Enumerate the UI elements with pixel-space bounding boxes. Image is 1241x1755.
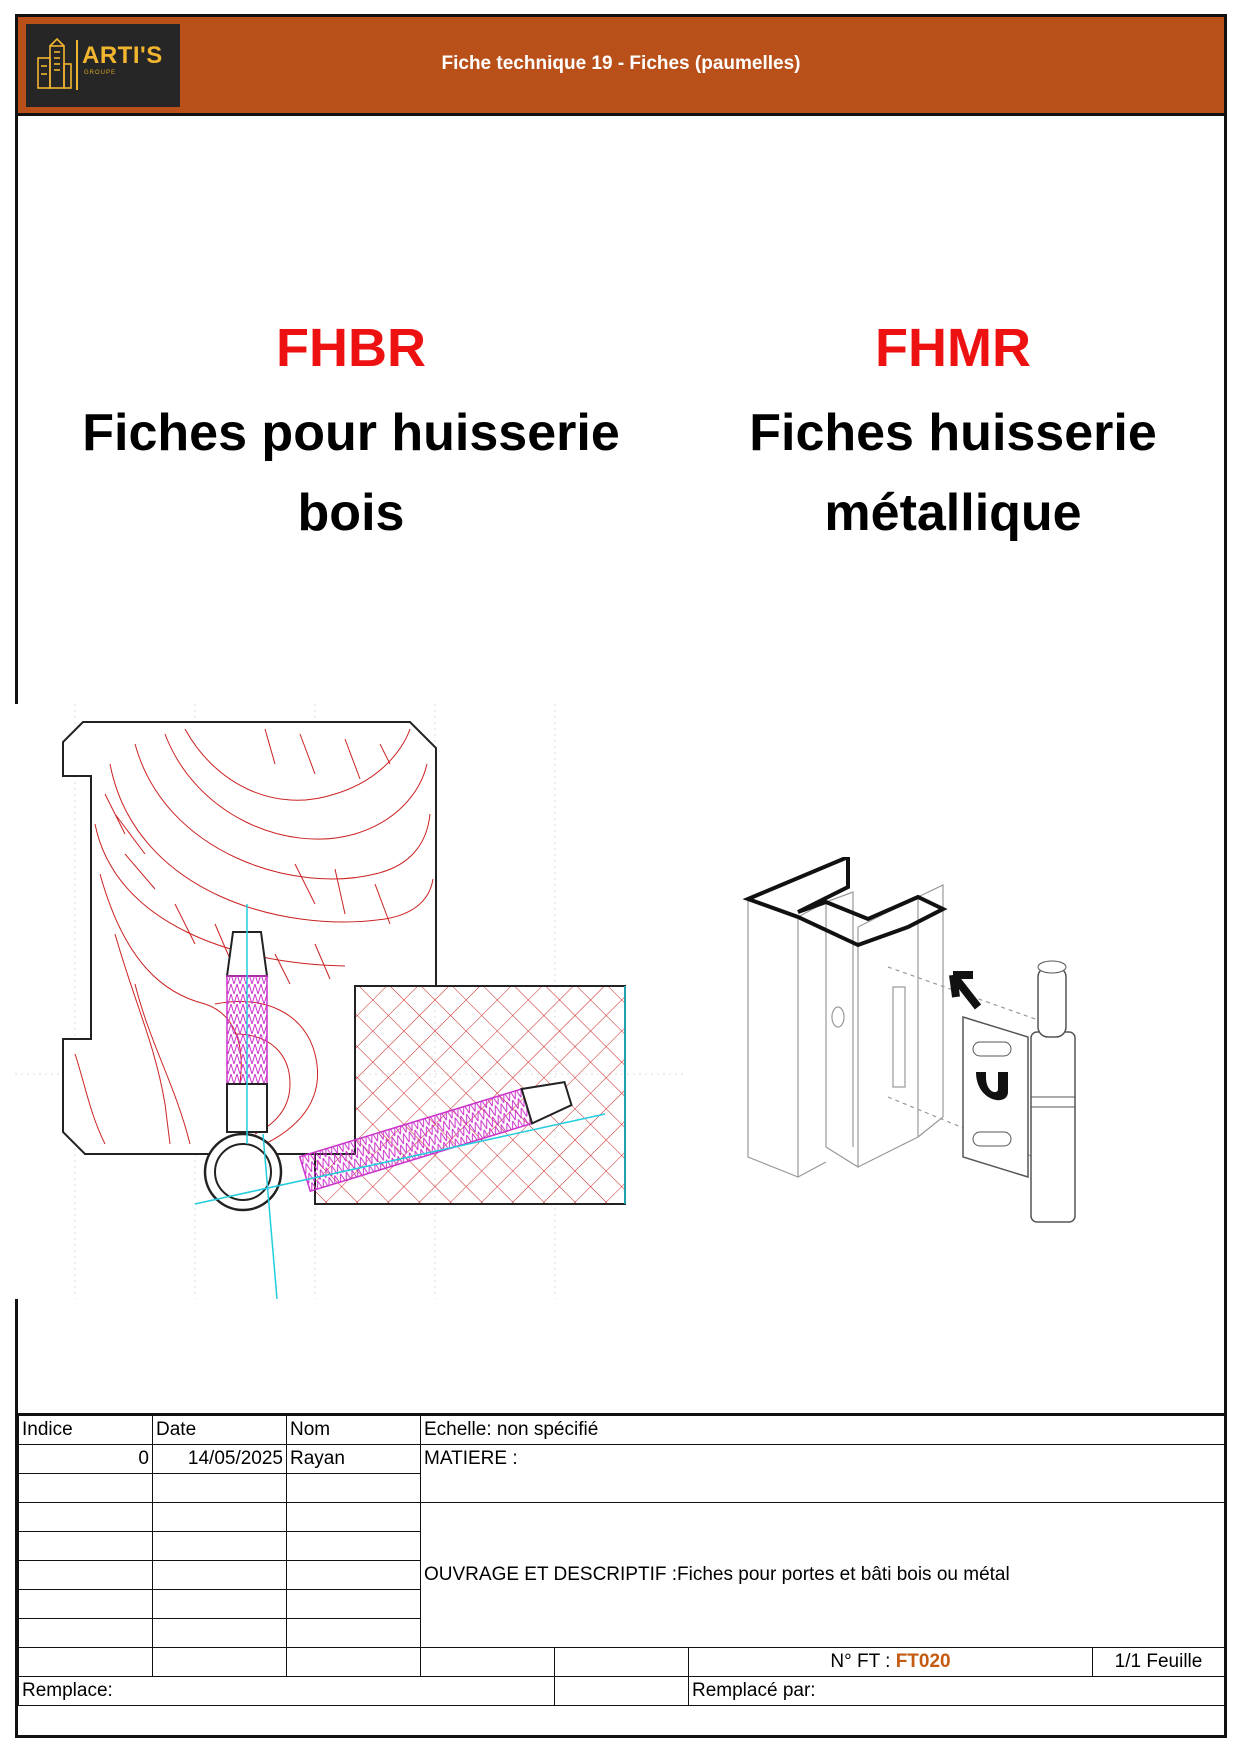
empty-cell xyxy=(555,1677,689,1706)
empty-cell xyxy=(287,1474,421,1503)
logo-subtext: GROUPE xyxy=(84,70,117,76)
row-date: 14/05/2025 xyxy=(153,1445,287,1474)
product-name-line1: Fiches pour huisserie xyxy=(82,404,620,462)
sheet-title: Fiche technique 19 - Fiches (paumelles) xyxy=(441,53,801,74)
feuille: 1/1 Feuille xyxy=(1093,1648,1225,1677)
echelle: Echelle: non spécifié xyxy=(421,1415,1225,1445)
empty-cell xyxy=(19,1503,153,1532)
technical-sheet xyxy=(15,14,1227,1738)
product-name-fhbr xyxy=(51,393,651,553)
empty-cell xyxy=(287,1561,421,1590)
empty-cell xyxy=(153,1619,287,1648)
ft-number: FT020 xyxy=(895,1651,951,1672)
product-name-fhmr xyxy=(653,393,1241,553)
header-nom: Nom xyxy=(287,1415,421,1445)
empty-cell xyxy=(287,1648,421,1677)
ft-number-cell xyxy=(689,1648,1093,1677)
ouvrage-descriptif: OUVRAGE ET DESCRIPTIF :Fiches pour portes et bâti bois ou métal xyxy=(421,1503,1225,1648)
product-name-line2: métallique xyxy=(824,484,1082,542)
remplace: Remplace: xyxy=(19,1677,555,1706)
empty-cell xyxy=(19,1648,153,1677)
empty-cell xyxy=(153,1503,287,1532)
empty-cell xyxy=(555,1648,689,1677)
empty-cell xyxy=(19,1474,153,1503)
empty-cell xyxy=(421,1648,555,1677)
row-nom: Rayan xyxy=(287,1445,421,1474)
empty-cell xyxy=(153,1648,287,1677)
ft-label: N° FT : xyxy=(830,1651,891,1672)
empty-cell xyxy=(287,1619,421,1648)
product-name-line1: Fiches huisserie xyxy=(749,404,1157,462)
empty-cell xyxy=(153,1474,287,1503)
empty-cell xyxy=(19,1590,153,1619)
empty-cell xyxy=(153,1590,287,1619)
remplace-par: Remplacé par: xyxy=(689,1677,1225,1706)
row-indice: 0 xyxy=(19,1445,153,1474)
empty-cell xyxy=(19,1619,153,1648)
wood-hinge-section-drawing xyxy=(15,704,687,1299)
empty-cell xyxy=(287,1590,421,1619)
product-code-fhmr: FHMR xyxy=(875,318,1031,378)
logo-text: ARTI'S xyxy=(82,42,163,69)
metal-frame-hinge-drawing xyxy=(708,857,1178,1277)
empty-cell xyxy=(19,1561,153,1590)
title-block xyxy=(18,1413,1225,1706)
empty-cell xyxy=(153,1561,287,1590)
empty-cell xyxy=(287,1503,421,1532)
product-name-line2: bois xyxy=(297,484,405,542)
header-bar xyxy=(18,17,1224,116)
empty-cell xyxy=(153,1532,287,1561)
empty-cell xyxy=(287,1532,421,1561)
product-code-fhbr: FHBR xyxy=(276,318,426,378)
header-indice: Indice xyxy=(19,1415,153,1445)
empty-cell xyxy=(19,1532,153,1561)
matiere: MATIERE : xyxy=(421,1445,1225,1503)
header-date: Date xyxy=(153,1415,287,1445)
